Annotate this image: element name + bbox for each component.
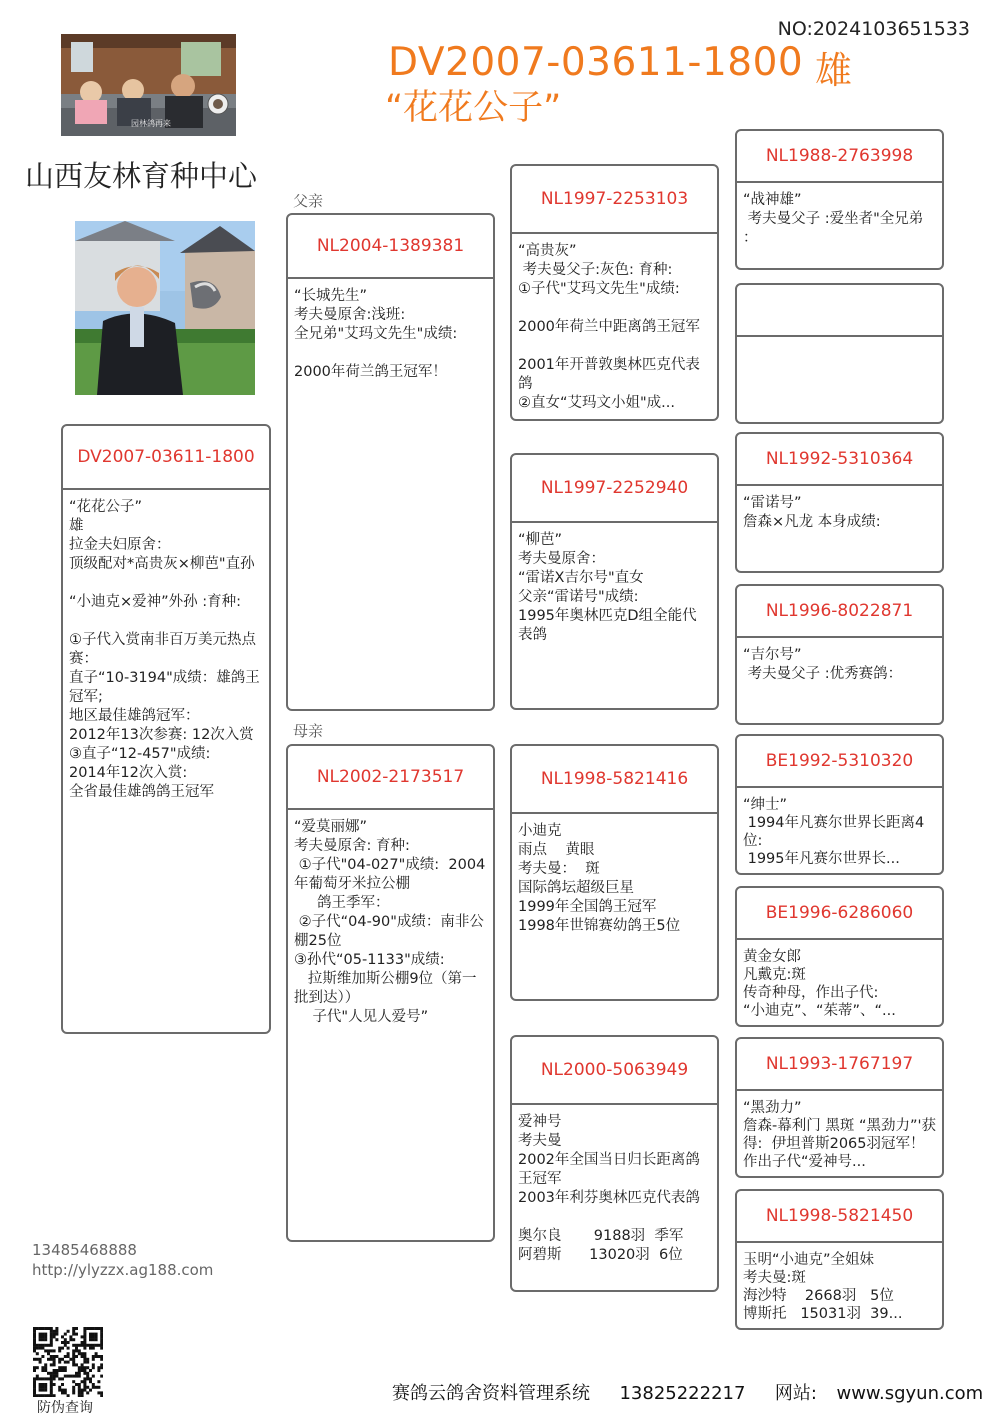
- ggp-mfm-details: 黄金女郎 凡戴克:斑 传奇种母，作出子代: “小迪克”、“茱蒂”、“...: [743, 949, 896, 1019]
- father-ring: NL2004-1389381: [288, 215, 493, 279]
- ggp-mmm-details: 玉明“小迪克”全姐妹 考夫曼:斑 海沙特 2668羽 5位 博斯托 15031羽 39...: [743, 1252, 903, 1322]
- mother-details: “爱莫丽娜” 考夫曼原舍: 育种: ①子代"04-027"成绩: 2004年葡萄牙米拉公棚 鸽王季军： ②子代“04-90"成绩：南非公棚25位 ③孙代“05-1133"成绩: 拉斯维加斯公棚9位（第一批到达）） 子代"人见人爱号”: [294, 819, 486, 1025]
- paternal-grandfather-card: [510, 164, 719, 421]
- subject-ring: DV2007-03611-1800: [63, 426, 269, 490]
- maternal-grandfather-ring: NL1998-5821416: [512, 746, 717, 814]
- maternal-grandmother-details: 爱神号 考夫曼 2002年全国当日归长距离鸽王冠军 2003年利芬奥林匹克代表鸽 奥尔良 9188羽 季军 阿碧斯 13020羽 6位: [518, 1114, 700, 1263]
- mother-card: [286, 744, 495, 1242]
- ggp-fmf-card: [735, 432, 944, 573]
- subject-card: [61, 424, 271, 1034]
- ggp-mff-ring: BE1992-5310320: [737, 736, 942, 788]
- footer-site-link[interactable]: www.sgyun.com: [836, 1383, 984, 1404]
- paternal-grandfather-ring: NL1997-2253103: [512, 166, 717, 234]
- ggp-ffm-card: [735, 283, 944, 424]
- ggp-mmm-card: [735, 1189, 944, 1330]
- qr-caption: 防伪查询: [37, 1400, 93, 1416]
- document-number: NO:2024103651533: [777, 18, 970, 40]
- mother-ring: NL2002-2173517: [288, 746, 493, 810]
- ggp-mff-details: “绅士” 1994年凡赛尔世界长距离4位: 1995年凡赛尔世界长...: [743, 797, 925, 867]
- ggp-mmf-details: “黑劲力” 詹森-幕利门 黑斑 “黑劲力”'获得: 伊坦普斯2065羽冠军！ 作出子代“爱神号...: [743, 1100, 936, 1170]
- maternal-grandmother-card: [510, 1035, 719, 1292]
- group-photo: [61, 34, 236, 136]
- paternal-grandmother-ring: NL1997-2252940: [512, 455, 717, 523]
- ggp-fff-details: “战神雄” 考夫曼父子 :爱坐者"全兄弟 ：: [743, 192, 924, 246]
- contact-url[interactable]: http://ylyzzx.ag188.com: [32, 1261, 214, 1279]
- title-name: “花花公子”: [385, 88, 562, 128]
- ggp-fmm-card: [735, 584, 944, 725]
- ggp-fmm-ring: NL1996-8022871: [737, 586, 942, 638]
- subject-details: “花花公子” 雄 拉金夫妇原舍： 顶级配对*高贵灰×柳芭"直孙 “小迪克×爱神”外孙 :育种: ①子代入赏南非百万美元热点赛： 直子“10-3194"成绩：雄鸽王冠军; 地区最佳雄鸽冠军： 2012年13次参赛: 12次入赏 ③直子“12-457"成绩: 2014年12次入赏: 全省最佳雄鸽鸽王冠军: [69, 499, 260, 800]
- title-ring: DV2007-03611-1800: [388, 40, 804, 85]
- qr-code[interactable]: [33, 1327, 103, 1397]
- ggp-mmf-card: [735, 1037, 944, 1178]
- paternal-grandfather-details: “高贵灰” 考夫曼父子:灰色: 育种: ①子代"艾玛文先生"成绩: 2000年荷兰中距离鸽王冠军 2001年开普敦奥林匹克代表鸽 ②直女“艾玛文小姐"成...: [518, 243, 700, 411]
- mother-label: 母亲: [293, 722, 324, 740]
- ggp-fmm-details: “吉尔号” 考夫曼父子 :优秀赛鸽：: [743, 647, 903, 682]
- maternal-grandfather-card: [510, 744, 719, 1001]
- footer-site-label: 网站:: [774, 1383, 817, 1404]
- ggp-fff-card: [735, 129, 944, 270]
- ggp-fff-ring: NL1988-2763998: [737, 131, 942, 183]
- father-label: 父亲: [293, 192, 324, 210]
- father-details: “长城先生” 考夫曼原舍:浅班: 全兄弟"艾玛文先生"成绩: 2000年荷兰鸽王冠军！: [294, 288, 458, 380]
- maternal-grandfather-details: 小迪克 雨点 黄眼 考夫曼： 斑 国际鸽坛超级巨星 1999年全国鸽王冠军 1998年世锦赛幼鸽王5位: [518, 823, 681, 934]
- qr-code-graphic: [33, 1327, 103, 1397]
- footer-phone: 13825222217: [619, 1383, 746, 1404]
- paternal-grandmother-card: [510, 453, 719, 710]
- paternal-grandmother-details: “柳芭” 考夫曼原舍： “雷诺X吉尔号"直女 父亲“雷诺号"成绩: 1995年奥林匹克D组全能代表鸽: [518, 532, 697, 643]
- ggp-fmf-details: “雷诺号” 詹森×凡龙 本身成绩:: [743, 495, 881, 530]
- ggp-mfm-ring: BE1996-6286060: [737, 888, 942, 940]
- ggp-ffm-details: [737, 337, 942, 349]
- father-card: [286, 213, 495, 711]
- breeder-portrait: [75, 221, 255, 395]
- contact-phone: 13485468888: [32, 1241, 137, 1259]
- footer-system-name: 赛鸽云鸽舍资料管理系统: [392, 1383, 590, 1404]
- org-name: 山西友林育种中心: [25, 159, 258, 193]
- ggp-mmm-ring: NL1998-5821450: [737, 1191, 942, 1243]
- ggp-fmf-ring: NL1992-5310364: [737, 434, 942, 486]
- ggp-mmf-ring: NL1993-1767197: [737, 1039, 942, 1091]
- ggp-mff-card: [735, 734, 944, 875]
- photo-caption: 园林鸽再来: [131, 119, 171, 128]
- footer-bar: [392, 1379, 983, 1405]
- ggp-mfm-card: [735, 886, 944, 1027]
- maternal-grandmother-ring: NL2000-5063949: [512, 1037, 717, 1105]
- title-sex: 雄: [815, 49, 852, 92]
- ggp-ffm-ring: [737, 285, 942, 337]
